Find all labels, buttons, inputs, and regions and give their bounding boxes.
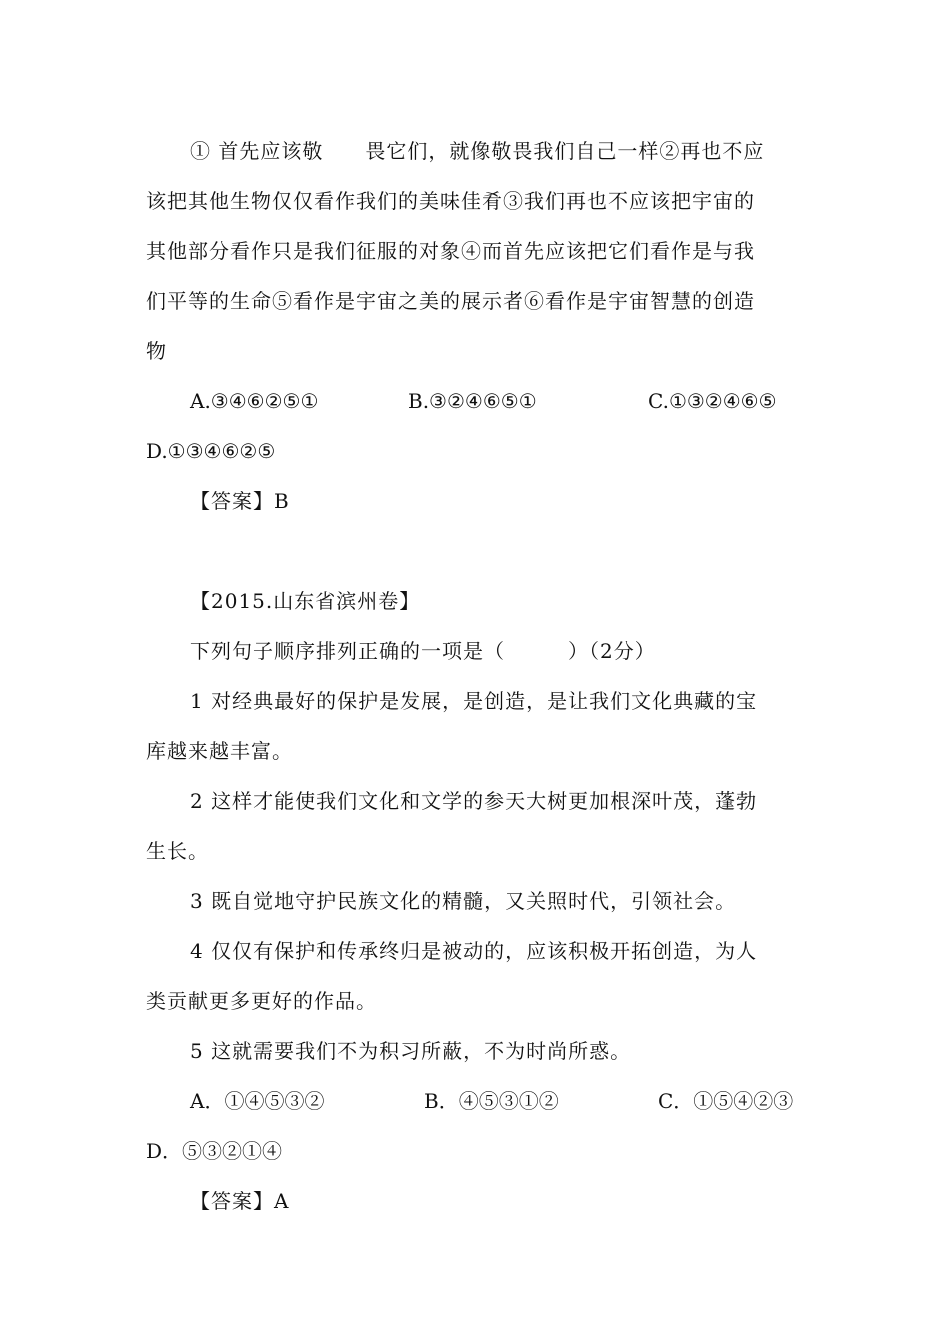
q2-question: 下列句子顺序排列正确的一项是（ ）（2分） — [190, 639, 656, 663]
q2-sentence-2-cont: 生长。 — [146, 839, 209, 863]
q2-option-d: D．⑤③②①④ — [146, 1139, 283, 1163]
q1-option-b: B.③②④⑥⑤① — [408, 389, 537, 413]
q1-passage-line-5: 物 — [146, 339, 167, 363]
q2-sentence-3: 3 既自觉地守护民族文化的精髓，又关照时代，引领社会。 — [190, 889, 737, 913]
q2-sentence-5: 5 这就需要我们不为积习所蔽，不为时尚所惑。 — [190, 1039, 632, 1063]
q2-sentence-1: 1 对经典最好的保护是发展，是创造，是让我们文化典藏的宝 — [190, 689, 758, 713]
q2-answer: 【答案】A — [190, 1189, 290, 1213]
q1-passage-line-3: 其他部分看作只是我们征服的对象④而首先应该把它们看作是与我 — [146, 239, 755, 263]
q1-option-d: D.①③④⑥②⑤ — [146, 439, 276, 463]
q1-option-a: A.③④⑥②⑤① — [190, 389, 319, 413]
q1-passage-line-1: ① 首先应该敬 畏它们，就像敬畏我们自己一样②再也不应 — [190, 139, 765, 163]
q2-sentence-4-cont: 类贡献更多更好的作品。 — [146, 989, 377, 1013]
q1-answer: 【答案】B — [190, 489, 290, 513]
q2-option-a: A．①④⑤③② — [190, 1089, 325, 1113]
q1-passage-line-4: 们平等的生命⑤看作是宇宙之美的展示者⑥看作是宇宙智慧的创造 — [146, 289, 755, 313]
q2-source: 【2015.山东省滨州卷】 — [190, 589, 421, 613]
q2-sentence-1-cont: 库越来越丰富。 — [146, 739, 293, 763]
q2-option-c: C．①⑤④②③ — [658, 1089, 794, 1113]
q2-sentence-2: 2 这样才能使我们文化和文学的参天大树更加根深叶茂，蓬勃 — [190, 789, 758, 813]
q2-option-b: B．④⑤③①② — [424, 1089, 559, 1113]
q1-option-c: C.①③②④⑥⑤ — [648, 389, 777, 413]
q2-sentence-4: 4 仅仅有保护和传承终归是被动的，应该积极开拓创造，为人 — [190, 939, 758, 963]
q1-passage-line-2: 该把其他生物仅仅看作我们的美味佳肴③我们再也不应该把宇宙的 — [146, 189, 755, 213]
